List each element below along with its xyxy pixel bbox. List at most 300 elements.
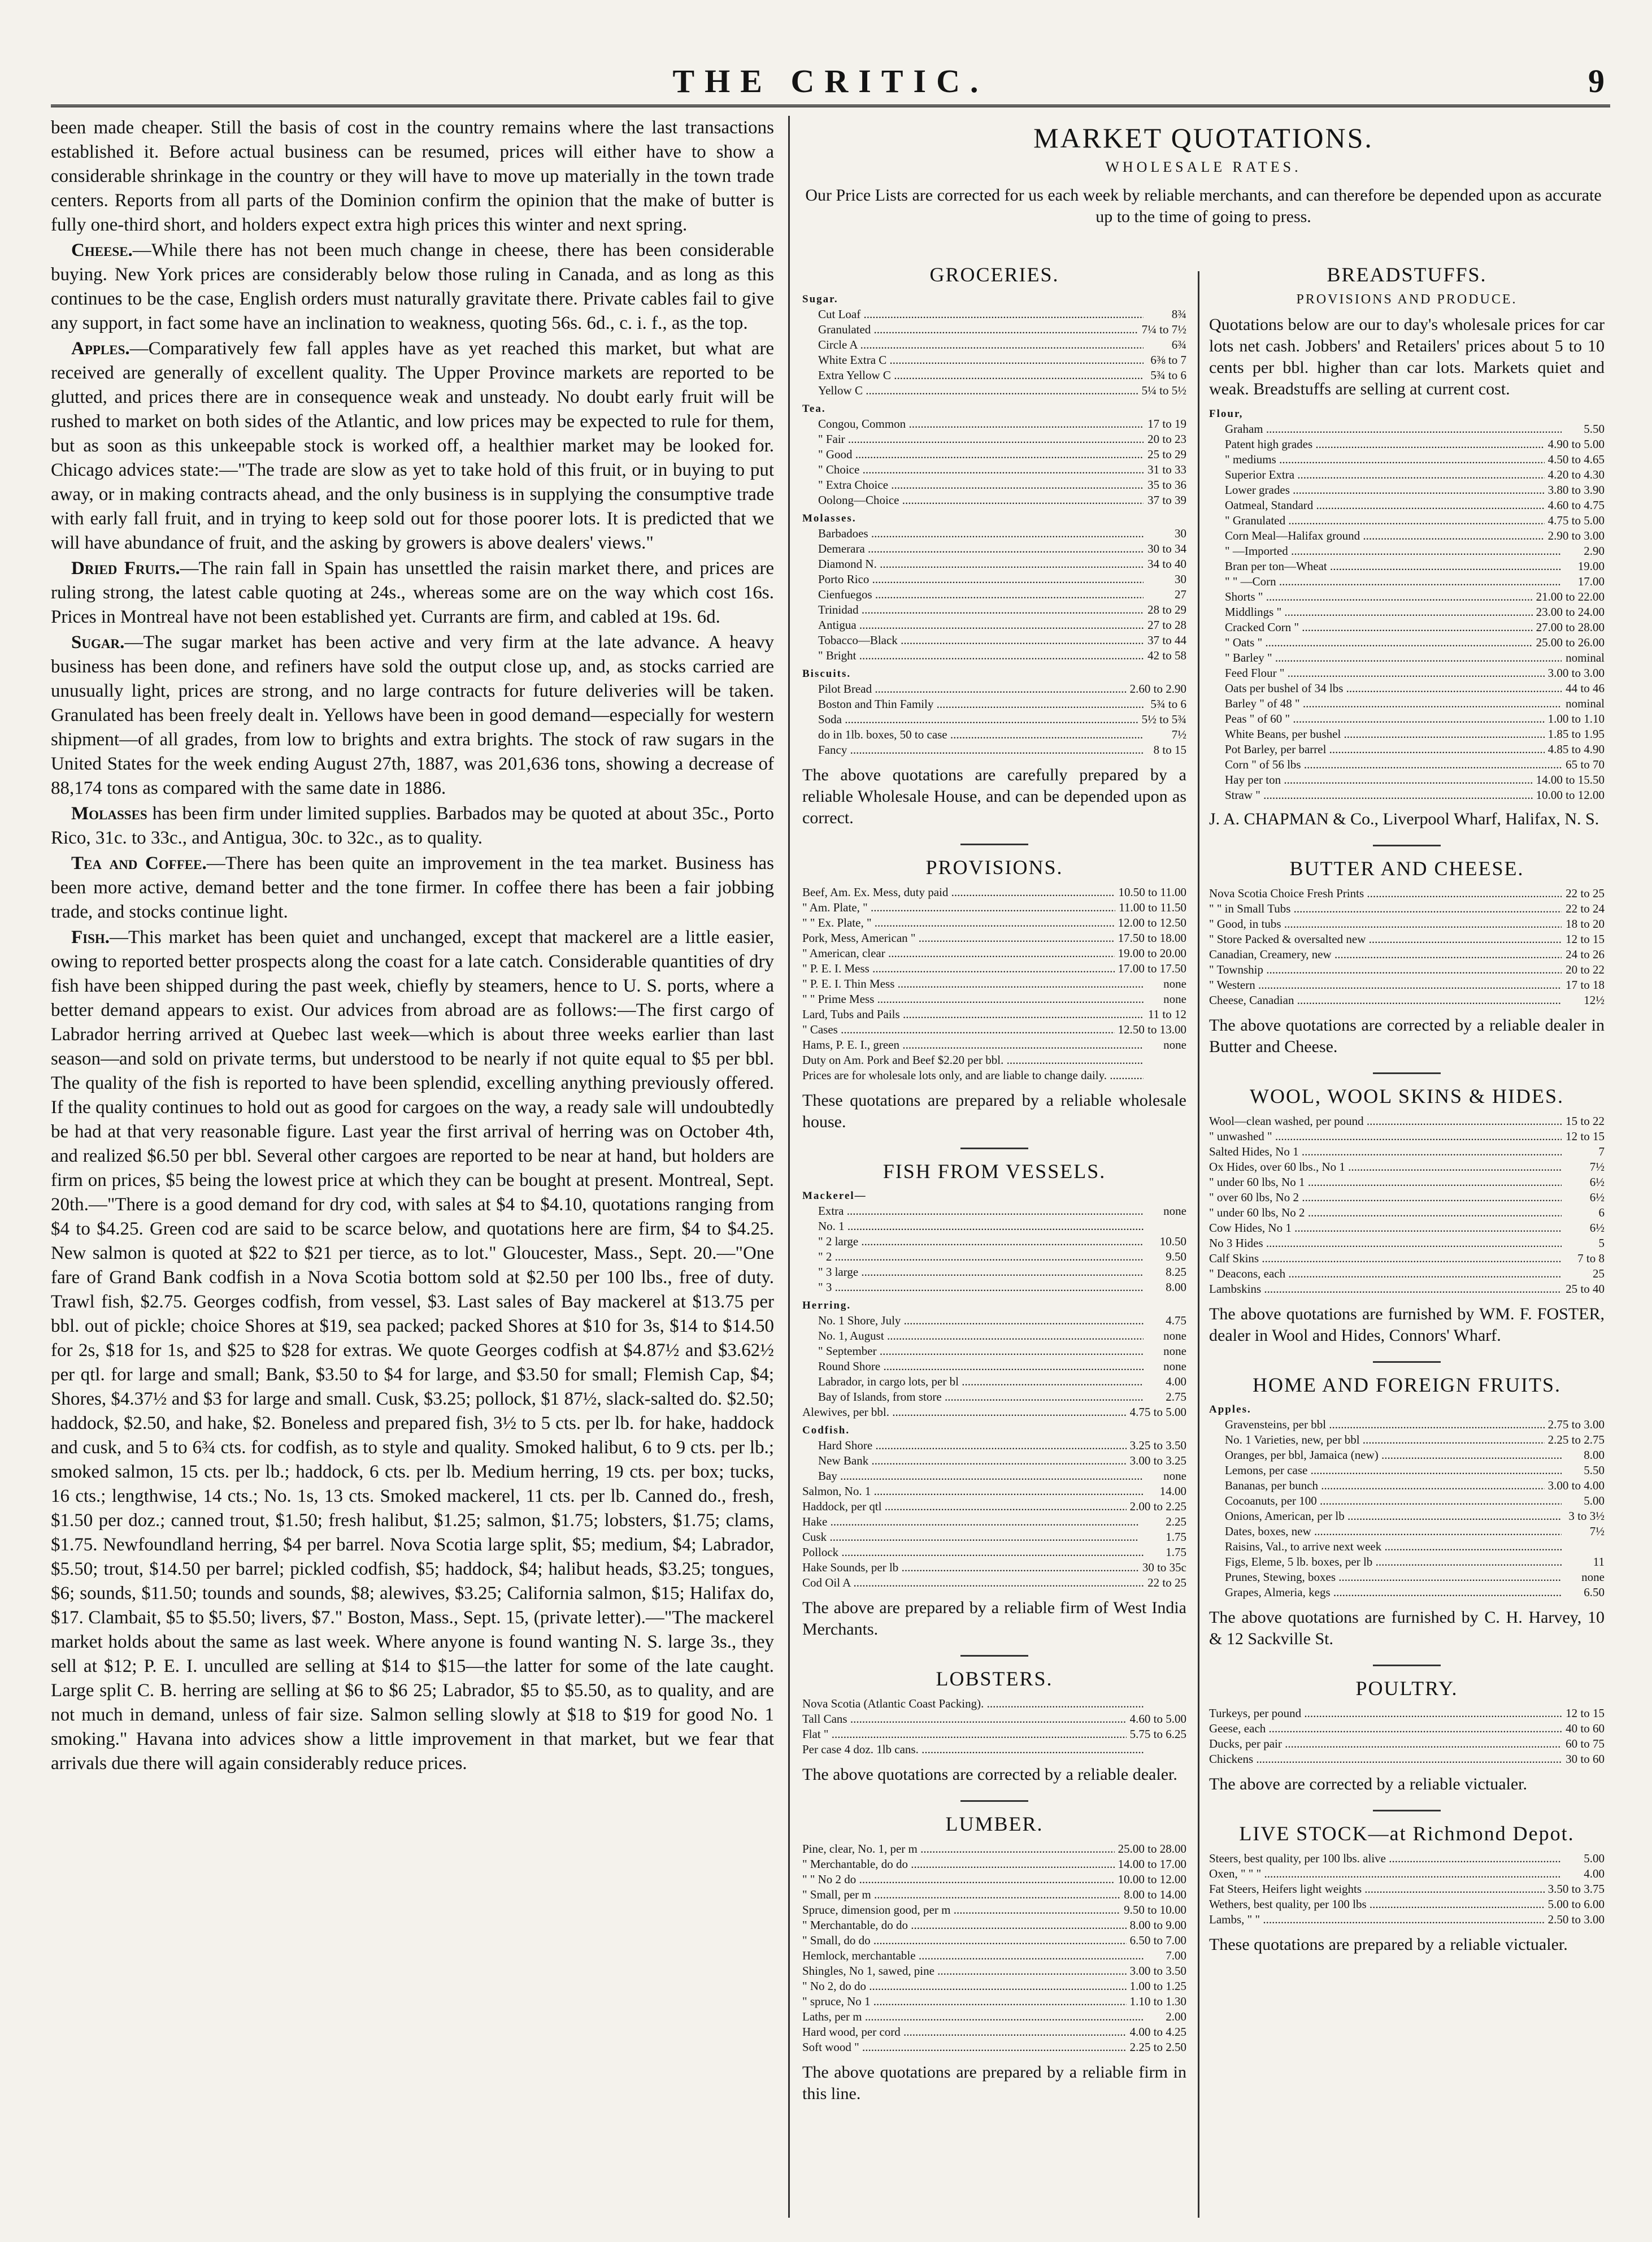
price-item-value: 3.00 to 4.00 — [1547, 1479, 1605, 1492]
price-item-value: 4.90 to 5.00 — [1547, 437, 1605, 451]
price-row — [1209, 666, 1605, 681]
section-separator — [960, 1800, 1028, 1802]
price-item-value: 7½ — [1171, 728, 1186, 741]
price-item-value: 37 to 39 — [1147, 493, 1186, 507]
price-row — [1209, 1220, 1605, 1236]
price-item-name: Figs, Eleme, 5 lb. boxes, per lb ..... — [1209, 1554, 1562, 1570]
price-row — [802, 526, 1186, 541]
price-item-name: Patent high grades ..... — [1209, 437, 1545, 452]
price-item-name: Lambs, " " ..... — [1209, 1912, 1545, 1927]
price-item-name: " " —Corn ..... — [1209, 574, 1562, 589]
price-item-value: 8.00 — [1584, 1448, 1605, 1462]
price-row — [802, 1007, 1186, 1022]
price-item-name: Lambskins ..... — [1209, 1281, 1562, 1297]
price-item-name: Oats per bushel of 34 lbs ..... — [1209, 681, 1562, 696]
report-paragraph — [51, 557, 774, 629]
price-row — [1209, 635, 1605, 650]
provisions-note: These quotations are prepared by a reliable wholesale house. — [802, 1091, 1186, 1131]
price-item-value: 20 to 22 — [1566, 963, 1605, 976]
report-paragraph-heading: Tea and Coffee. — [71, 853, 207, 874]
provisions-section — [802, 844, 1186, 1133]
price-row — [802, 618, 1186, 633]
report-paragraph — [51, 926, 774, 1776]
price-item-value: 30 to 35c — [1142, 1561, 1186, 1574]
price-item-name: Peas " of 60 " ..... — [1209, 711, 1545, 727]
price-item-name: " 3 ..... — [802, 1280, 1144, 1295]
price-item-name: " —Imported ..... — [1209, 544, 1562, 559]
price-item-name: Diamond N. ..... — [802, 557, 1144, 572]
price-row — [1209, 1851, 1605, 1866]
price-row — [802, 477, 1186, 493]
price-item-value: 11 — [1593, 1555, 1605, 1568]
price-row — [1209, 788, 1605, 803]
provisions-title: PROVISIONS. — [925, 856, 1063, 879]
groceries-note: The above quotations are carefully prepared by a reliable Wholesale House, and can be depended upon as correct. — [802, 766, 1186, 827]
price-item-value — [1144, 1696, 1186, 1711]
price-item-value: 11.00 to 11.50 — [1119, 901, 1186, 914]
price-row — [802, 1963, 1186, 1979]
price-item-value: 25 — [1593, 1267, 1605, 1280]
price-item-value: 5¼ to 5½ — [1141, 384, 1186, 397]
breadstuffs-section — [1209, 263, 1605, 830]
price-row — [802, 1484, 1186, 1499]
quotations-right-column — [1209, 257, 1605, 2223]
report-paragraph — [51, 337, 774, 555]
price-row — [1209, 1882, 1605, 1897]
price-row — [802, 1530, 1186, 1545]
price-row — [802, 1389, 1186, 1405]
price-row — [802, 742, 1186, 758]
price-item-name: Graham ..... — [1209, 422, 1562, 437]
price-row — [1209, 1752, 1605, 1767]
price-item-value: 21.00 to 22.00 — [1536, 590, 1605, 603]
price-item-name: Bran per ton—Wheat ..... — [1209, 559, 1562, 574]
price-item-value: 9.50 — [1166, 1250, 1186, 1263]
section-separator — [960, 1148, 1028, 1149]
price-item-value: none — [1163, 1204, 1186, 1218]
price-item-name: " mediums ..... — [1209, 452, 1545, 467]
price-item-name: Demerara ..... — [802, 541, 1144, 557]
price-item-value: none — [1163, 1359, 1186, 1373]
price-item-name: Straw " ..... — [1209, 788, 1533, 803]
price-item-name: Pilot Bread ..... — [802, 681, 1127, 697]
quotations-title: MARKET QUOTATIONS. — [1033, 122, 1373, 154]
price-item-value: 5.50 — [1584, 422, 1605, 436]
price-row — [802, 1219, 1186, 1234]
price-item-value: 1.85 to 1.95 — [1547, 727, 1605, 741]
section-separator — [960, 844, 1028, 845]
report-paragraph — [51, 116, 774, 237]
price-item-value: 30 to 60 — [1566, 1752, 1605, 1766]
price-row — [802, 681, 1186, 697]
wool-section — [1209, 1072, 1605, 1346]
price-item-value — [1144, 1742, 1186, 1757]
price-item-value: 6½ — [1589, 1221, 1605, 1235]
price-row — [1209, 1539, 1605, 1554]
price-item-name: Chickens ..... — [1209, 1752, 1562, 1767]
price-row — [1209, 467, 1605, 483]
price-item-name: Porto Rico ..... — [802, 572, 1144, 587]
price-item-name: Tall Cans ..... — [802, 1711, 1127, 1727]
fruits-note: The above quotations are furnished by C. H. Harvey, 10 & 12 Sackville St. — [1209, 1608, 1605, 1648]
price-item-name: No. 1 Varieties, new, per bbl ..... — [1209, 1432, 1545, 1448]
price-row — [802, 1328, 1186, 1344]
price-item-name: Cheese, Canadian ..... — [1209, 993, 1562, 1008]
quotations-middle-column — [802, 257, 1186, 2223]
breadstuffs-firm: J. A. CHAPMAN & Co., Liverpool Wharf, Halifax, N. S. — [1209, 810, 1599, 828]
header-rule — [51, 105, 1610, 107]
market-report-column — [51, 116, 774, 2218]
section-separator — [960, 1655, 1028, 1657]
price-item-name: Flat " ..... — [802, 1727, 1127, 1742]
report-paragraph-heading: Dried Fruits. — [71, 558, 180, 579]
price-item-name: " spruce, No 1 ..... — [802, 1994, 1127, 2009]
price-item-value: 24 to 26 — [1566, 948, 1605, 961]
price-item-value: 34 to 40 — [1147, 557, 1186, 571]
price-item-value: nominal — [1566, 697, 1605, 710]
price-item-value: 44 to 46 — [1566, 681, 1605, 695]
price-item-name: Corn Meal—Halifax ground ..... — [1209, 528, 1545, 544]
price-row — [802, 1841, 1186, 1857]
price-item-value: none — [1163, 1469, 1186, 1483]
price-row — [1209, 1281, 1605, 1297]
price-row — [802, 307, 1186, 322]
price-item-name: No 3 Hides ..... — [1209, 1236, 1562, 1251]
price-item-name: Oxen, " " " ..... — [1209, 1866, 1562, 1882]
price-row — [1209, 1144, 1605, 1159]
fish-section — [802, 1148, 1186, 1640]
price-group-name: Herring. — [802, 1300, 851, 1311]
price-item-name: Boston and Thin Family ..... — [802, 697, 1144, 712]
price-item-name: Pork, Mess, American " ..... — [802, 931, 1115, 946]
price-item-name: Hake ..... — [802, 1514, 1144, 1530]
report-paragraph-heading: Sugar. — [71, 632, 125, 653]
price-item-name: Antigua ..... — [802, 618, 1144, 633]
price-item-value: 25 to 40 — [1566, 1282, 1605, 1296]
price-item-value: 3 to 3½ — [1568, 1509, 1605, 1523]
price-item-value: 5 — [1598, 1236, 1605, 1250]
price-item-name: " Good, in tubs ..... — [1209, 916, 1562, 932]
price-item-name: Cienfuegos ..... — [802, 587, 1144, 602]
price-row — [802, 1902, 1186, 1918]
price-row — [1209, 544, 1605, 559]
fish-title: FISH FROM VESSELS. — [882, 1160, 1106, 1183]
price-item-name: Soda ..... — [802, 712, 1138, 727]
price-row — [1209, 711, 1605, 727]
price-item-name: Tobacco—Black ..... — [802, 633, 1144, 648]
section-separator — [1373, 1665, 1441, 1666]
price-item-value: 10.00 to 12.00 — [1536, 788, 1605, 802]
price-item-name: Gravensteins, per bbl ..... — [1209, 1417, 1545, 1432]
price-item-value: 2.60 to 2.90 — [1129, 682, 1186, 696]
price-item-value: 14.00 to 17.00 — [1118, 1857, 1186, 1871]
price-item-name: White Extra C ..... — [802, 353, 1144, 368]
price-item-name: " Deacons, each ..... — [1209, 1266, 1562, 1281]
price-group-name: Flour, — [1209, 408, 1244, 420]
price-item-value: 6¾ — [1171, 338, 1186, 351]
price-row — [802, 432, 1186, 447]
price-row — [802, 946, 1186, 961]
fruits-title: HOME AND FOREIGN FRUITS. — [1252, 1374, 1562, 1396]
price-item-value: 10.50 to 11.00 — [1118, 885, 1186, 899]
price-item-name: Dates, boxes, new ..... — [1209, 1524, 1562, 1539]
price-item-value: 7¼ to 7½ — [1141, 323, 1186, 336]
butter-title: BUTTER AND CHEESE. — [1289, 857, 1524, 880]
price-item-value: 8.00 to 9.00 — [1129, 1918, 1186, 1932]
price-item-value: 18 to 20 — [1566, 917, 1605, 931]
price-item-name: Granulated ..... — [802, 322, 1138, 337]
price-item-name: Salmon, No. 1 ..... — [802, 1484, 1144, 1499]
price-row — [1209, 589, 1605, 605]
price-item-name: Labrador, in cargo lots, per bl ..... — [802, 1374, 1144, 1389]
price-row — [802, 1053, 1186, 1068]
price-item-name: Extra ..... — [802, 1203, 1144, 1219]
price-item-value: 10.50 — [1159, 1235, 1186, 1248]
price-row — [1209, 1721, 1605, 1736]
price-item-value: 4.75 — [1166, 1314, 1186, 1327]
price-item-name: Grapes, Almeria, kegs ..... — [1209, 1585, 1562, 1600]
price-item-value: 7 — [1598, 1145, 1605, 1158]
report-paragraph — [51, 631, 774, 801]
price-row — [802, 383, 1186, 398]
price-row — [1209, 1585, 1605, 1600]
poultry-note: The above are corrected by a reliable victualer. — [1209, 1775, 1528, 1793]
price-row — [1209, 681, 1605, 696]
price-item-value: 12½ — [1584, 993, 1605, 1007]
price-group-name: Molasses. — [802, 512, 857, 524]
report-paragraph — [51, 851, 774, 924]
price-item-value: 6⅜ to 7 — [1150, 353, 1186, 367]
price-row — [1209, 1114, 1605, 1129]
price-row — [802, 1933, 1186, 1948]
price-row — [1209, 1432, 1605, 1448]
livestock-note: These quotations are prepared by a reliable victualer. — [1209, 1935, 1568, 1954]
report-paragraph — [51, 238, 774, 336]
price-item-name: Cracked Corn " ..... — [1209, 620, 1533, 635]
price-item-name: Lemons, per case ..... — [1209, 1463, 1562, 1478]
price-row — [802, 1742, 1186, 1757]
price-item-value: 1.00 to 1.25 — [1129, 1979, 1186, 1993]
price-item-name: No. 1, August ..... — [802, 1328, 1144, 1344]
price-item-value: 25 to 29 — [1147, 447, 1186, 461]
price-item-name: Wool—clean washed, per pound ..... — [1209, 1114, 1562, 1129]
price-row — [802, 1037, 1186, 1053]
price-row — [802, 337, 1186, 353]
price-item-name: Cusk ..... — [802, 1530, 1144, 1545]
price-item-name: Pine, clear, No. 1, per m ..... — [802, 1841, 1115, 1857]
price-item-value: 6½ — [1589, 1175, 1605, 1189]
price-group-name: Apples. — [1209, 1404, 1251, 1415]
price-item-value: 30 to 34 — [1147, 542, 1186, 555]
price-item-value: 11 to 12 — [1147, 1007, 1186, 1021]
price-item-value: none — [1581, 1570, 1605, 1584]
price-item-value: 5½ to 5¾ — [1141, 712, 1186, 726]
price-row — [802, 1857, 1186, 1872]
price-item-value: 3.00 to 3.25 — [1129, 1454, 1186, 1467]
price-item-name: Trinidad ..... — [802, 602, 1144, 618]
price-item-value: 4.00 to 4.25 — [1129, 2025, 1186, 2039]
price-item-name: Prunes, Stewing, boxes ..... — [1209, 1570, 1562, 1585]
price-item-value: 2.50 to 3.00 — [1547, 1913, 1605, 1926]
price-row — [802, 1234, 1186, 1249]
price-item-name: Superior Extra ..... — [1209, 467, 1545, 483]
price-item-value: 2.00 — [1166, 2010, 1186, 2023]
price-row — [1209, 772, 1605, 788]
price-item-value: 19.00 — [1577, 559, 1605, 573]
price-row — [802, 1887, 1186, 1902]
price-row — [1209, 1493, 1605, 1509]
price-item-value: 40 to 60 — [1566, 1722, 1605, 1735]
report-paragraph-text: —There has been quite an improvement in the tea market. Business has been more active, demand better and the tone firmer. In coffee there has been a fair jobbing trade, and stocks continue light. — [51, 853, 774, 922]
price-item-name: Calf Skins ..... — [1209, 1251, 1562, 1266]
price-item-name: Nova Scotia Choice Fresh Prints ..... — [1209, 886, 1562, 901]
price-item-value: 3.25 to 3.50 — [1129, 1439, 1186, 1452]
price-item-value: 22 to 25 — [1566, 887, 1605, 900]
price-item-name: " " No 2 do ..... — [802, 1872, 1115, 1887]
price-item-value: 8.25 — [1166, 1265, 1186, 1279]
price-row — [1209, 605, 1605, 620]
price-item-value: 4.60 to 5.00 — [1129, 1712, 1186, 1726]
quotations-note: Our Price Lists are corrected for us each week by reliable merchants, and can therefore be depended upon as accurate up to the time of going to press. — [805, 186, 1602, 226]
price-item-value: 2.90 — [1584, 544, 1605, 558]
price-item-value: 37 to 44 — [1147, 633, 1186, 647]
poultry-section — [1209, 1665, 1605, 1795]
report-paragraph-heading: Cheese. — [71, 240, 133, 260]
price-item-name: Corn " of 56 lbs ..... — [1209, 757, 1562, 772]
price-item-name: Hay per ton ..... — [1209, 772, 1533, 788]
price-item-value: 7½ — [1589, 1160, 1605, 1174]
price-item-value: none — [1163, 992, 1186, 1006]
price-item-value: 4.60 to 4.75 — [1547, 498, 1605, 512]
price-item-name: " Small, per m ..... — [802, 1887, 1120, 1902]
price-row — [802, 447, 1186, 462]
price-row — [1209, 620, 1605, 635]
price-item-name: " under 60 lbs, No 1 ..... — [1209, 1175, 1562, 1190]
price-row — [802, 1313, 1186, 1328]
price-item-value: none — [1163, 1344, 1186, 1358]
price-item-value: 1.75 — [1166, 1530, 1186, 1544]
price-row — [1209, 1478, 1605, 1493]
price-item-value: 5¾ to 6 — [1150, 368, 1186, 382]
market-quotations-header — [802, 116, 1605, 228]
price-row — [802, 727, 1186, 742]
price-row — [1209, 513, 1605, 528]
price-item-value: 2.25 to 2.50 — [1129, 2040, 1186, 2054]
price-item-value: 27 to 28 — [1147, 618, 1186, 632]
price-row — [1209, 1524, 1605, 1539]
price-row — [1209, 886, 1605, 901]
lobsters-note: The above quotations are corrected by a reliable dealer. — [802, 1765, 1177, 1784]
price-row — [1209, 528, 1605, 544]
price-item-name: Wethers, best quality, per 100 lbs ..... — [1209, 1897, 1545, 1912]
price-row — [802, 992, 1186, 1007]
price-row — [802, 572, 1186, 587]
report-paragraph-heading: Fish. — [71, 927, 110, 948]
price-item-name: Congou, Common ..... — [802, 416, 1144, 432]
price-item-name: Pollock ..... — [802, 1545, 1144, 1560]
lumber-section — [802, 1800, 1186, 2105]
price-item-name: Hemlock, merchantable ..... — [802, 1948, 1144, 1963]
price-item-value: 4.00 — [1584, 1867, 1605, 1880]
price-item-value: 17 to 18 — [1566, 978, 1605, 992]
price-item-value: 20 to 23 — [1147, 432, 1186, 446]
price-item-value: 28 to 29 — [1147, 603, 1186, 616]
price-item-value: 4.20 to 4.30 — [1547, 468, 1605, 481]
price-item-value: 17.50 to 18.00 — [1118, 931, 1186, 945]
masthead — [51, 62, 1610, 102]
price-item-name: White Beans, per bushel ..... — [1209, 727, 1545, 742]
price-row — [1209, 993, 1605, 1008]
price-item-name: Raisins, Val., to arrive next week ..... — [1209, 1539, 1562, 1554]
column-divider-right — [1198, 271, 1199, 2218]
report-paragraph-text: has been firm under limited supplies. Barbados may be quoted at about 35c., Porto Rico, 31c. to 33c., and Antigua, 30c. to 32c., as to quality. — [51, 803, 774, 848]
report-paragraph-text: —Comparatively few fall apples have as yet reached this market, but what are received are generally of excellent quality. The Upper Province markets are reported to be glutted, and prices there are in consequence weak and unsteady. No doubt early fruit will be rushed to market on both sides of the Atlantic, and low prices may be expected to rule for them, but as soon as this unkeepable stock is worked off, a healthier market may be looked for. Chicago advices state:—"The trade are slow as yet to take hold of this fruit, or in buying to put away, or in making contracts ahead, and the only business is in supplying the consumptive trade with early fall fruit, and in trying to keep sold out for those poorer lots. It is predicted that we will have abundance of fruit, and the asking by growers is above dealers' views." — [51, 338, 774, 553]
price-item-value: 23.00 to 24.00 — [1536, 605, 1605, 619]
price-item-name: Per case 4 doz. 1lb cans. ..... — [802, 1742, 1144, 1757]
price-item-name: Ox Hides, over 60 lbs., No 1 ..... — [1209, 1159, 1562, 1175]
price-item-name: Alewives, per bbl. ..... — [802, 1405, 1127, 1420]
price-item-name: " Good ..... — [802, 447, 1144, 462]
price-item-name: do in 1lb. boxes, 50 to case ..... — [802, 727, 1144, 742]
price-item-name: Nova Scotia (Atlantic Coast Packing). ..... — [802, 1696, 1144, 1711]
price-item-name: " No 2, do do ..... — [802, 1979, 1127, 1994]
price-item-value: 5.75 to 6.25 — [1129, 1727, 1186, 1741]
price-row — [802, 1249, 1186, 1265]
price-row — [1209, 1706, 1605, 1721]
price-row — [802, 712, 1186, 727]
price-row — [1209, 1509, 1605, 1524]
price-row — [1209, 452, 1605, 467]
price-item-name: " Store Packed & oversalted new ..... — [1209, 932, 1562, 947]
price-row — [1209, 1190, 1605, 1205]
price-item-value: 6.50 to 7.00 — [1129, 1933, 1186, 1947]
price-row — [802, 602, 1186, 618]
price-row — [1209, 932, 1605, 947]
price-item-name: " Fair ..... — [802, 432, 1144, 447]
report-paragraph-text: —While there has not been much change in cheese, there has been considerable buying. New York prices are considerably below those ruling in Canada, and as long as this continues to be the case, English orders must naturally gravitate there. Private cables fail to give any support, in fact some have an inclination to weakness, quoting 56s. 6d., c. i. f., as the top. — [51, 240, 774, 333]
price-row — [802, 2009, 1186, 2024]
price-item-name: Cod Oil A ..... — [802, 1575, 1144, 1591]
price-row — [802, 1468, 1186, 1484]
price-row — [802, 1545, 1186, 1560]
price-item-value: 17.00 to 17.50 — [1118, 962, 1186, 975]
price-item-value — [1144, 1219, 1186, 1234]
price-row — [802, 353, 1186, 368]
price-row — [802, 633, 1186, 648]
price-row — [802, 1575, 1186, 1591]
price-row — [802, 1499, 1186, 1514]
price-item-value: 5.00 — [1584, 1852, 1605, 1865]
price-item-value: 5¾ to 6 — [1150, 697, 1186, 711]
price-item-name: " Bright ..... — [802, 648, 1144, 663]
price-item-name: " Township ..... — [1209, 962, 1562, 977]
section-separator — [1373, 845, 1441, 846]
groceries-title: GROCERIES. — [929, 263, 1059, 286]
price-item-value — [1562, 1539, 1605, 1554]
price-item-name: " over 60 lbs, No 2 ..... — [1209, 1190, 1562, 1205]
price-row — [1209, 1570, 1605, 1585]
price-item-value: 2.75 to 3.00 — [1547, 1418, 1605, 1431]
livestock-section — [1209, 1810, 1605, 1956]
price-item-name: " Western ..... — [1209, 977, 1562, 993]
price-row — [802, 1453, 1186, 1468]
price-item-value: 7 to 8 — [1577, 1252, 1605, 1265]
butter-section — [1209, 845, 1605, 1058]
price-row — [802, 697, 1186, 712]
lumber-title: LUMBER. — [945, 1813, 1044, 1835]
price-item-value: 30 — [1175, 572, 1186, 586]
price-item-name: " " Ex. Plate, " ..... — [802, 915, 1115, 931]
